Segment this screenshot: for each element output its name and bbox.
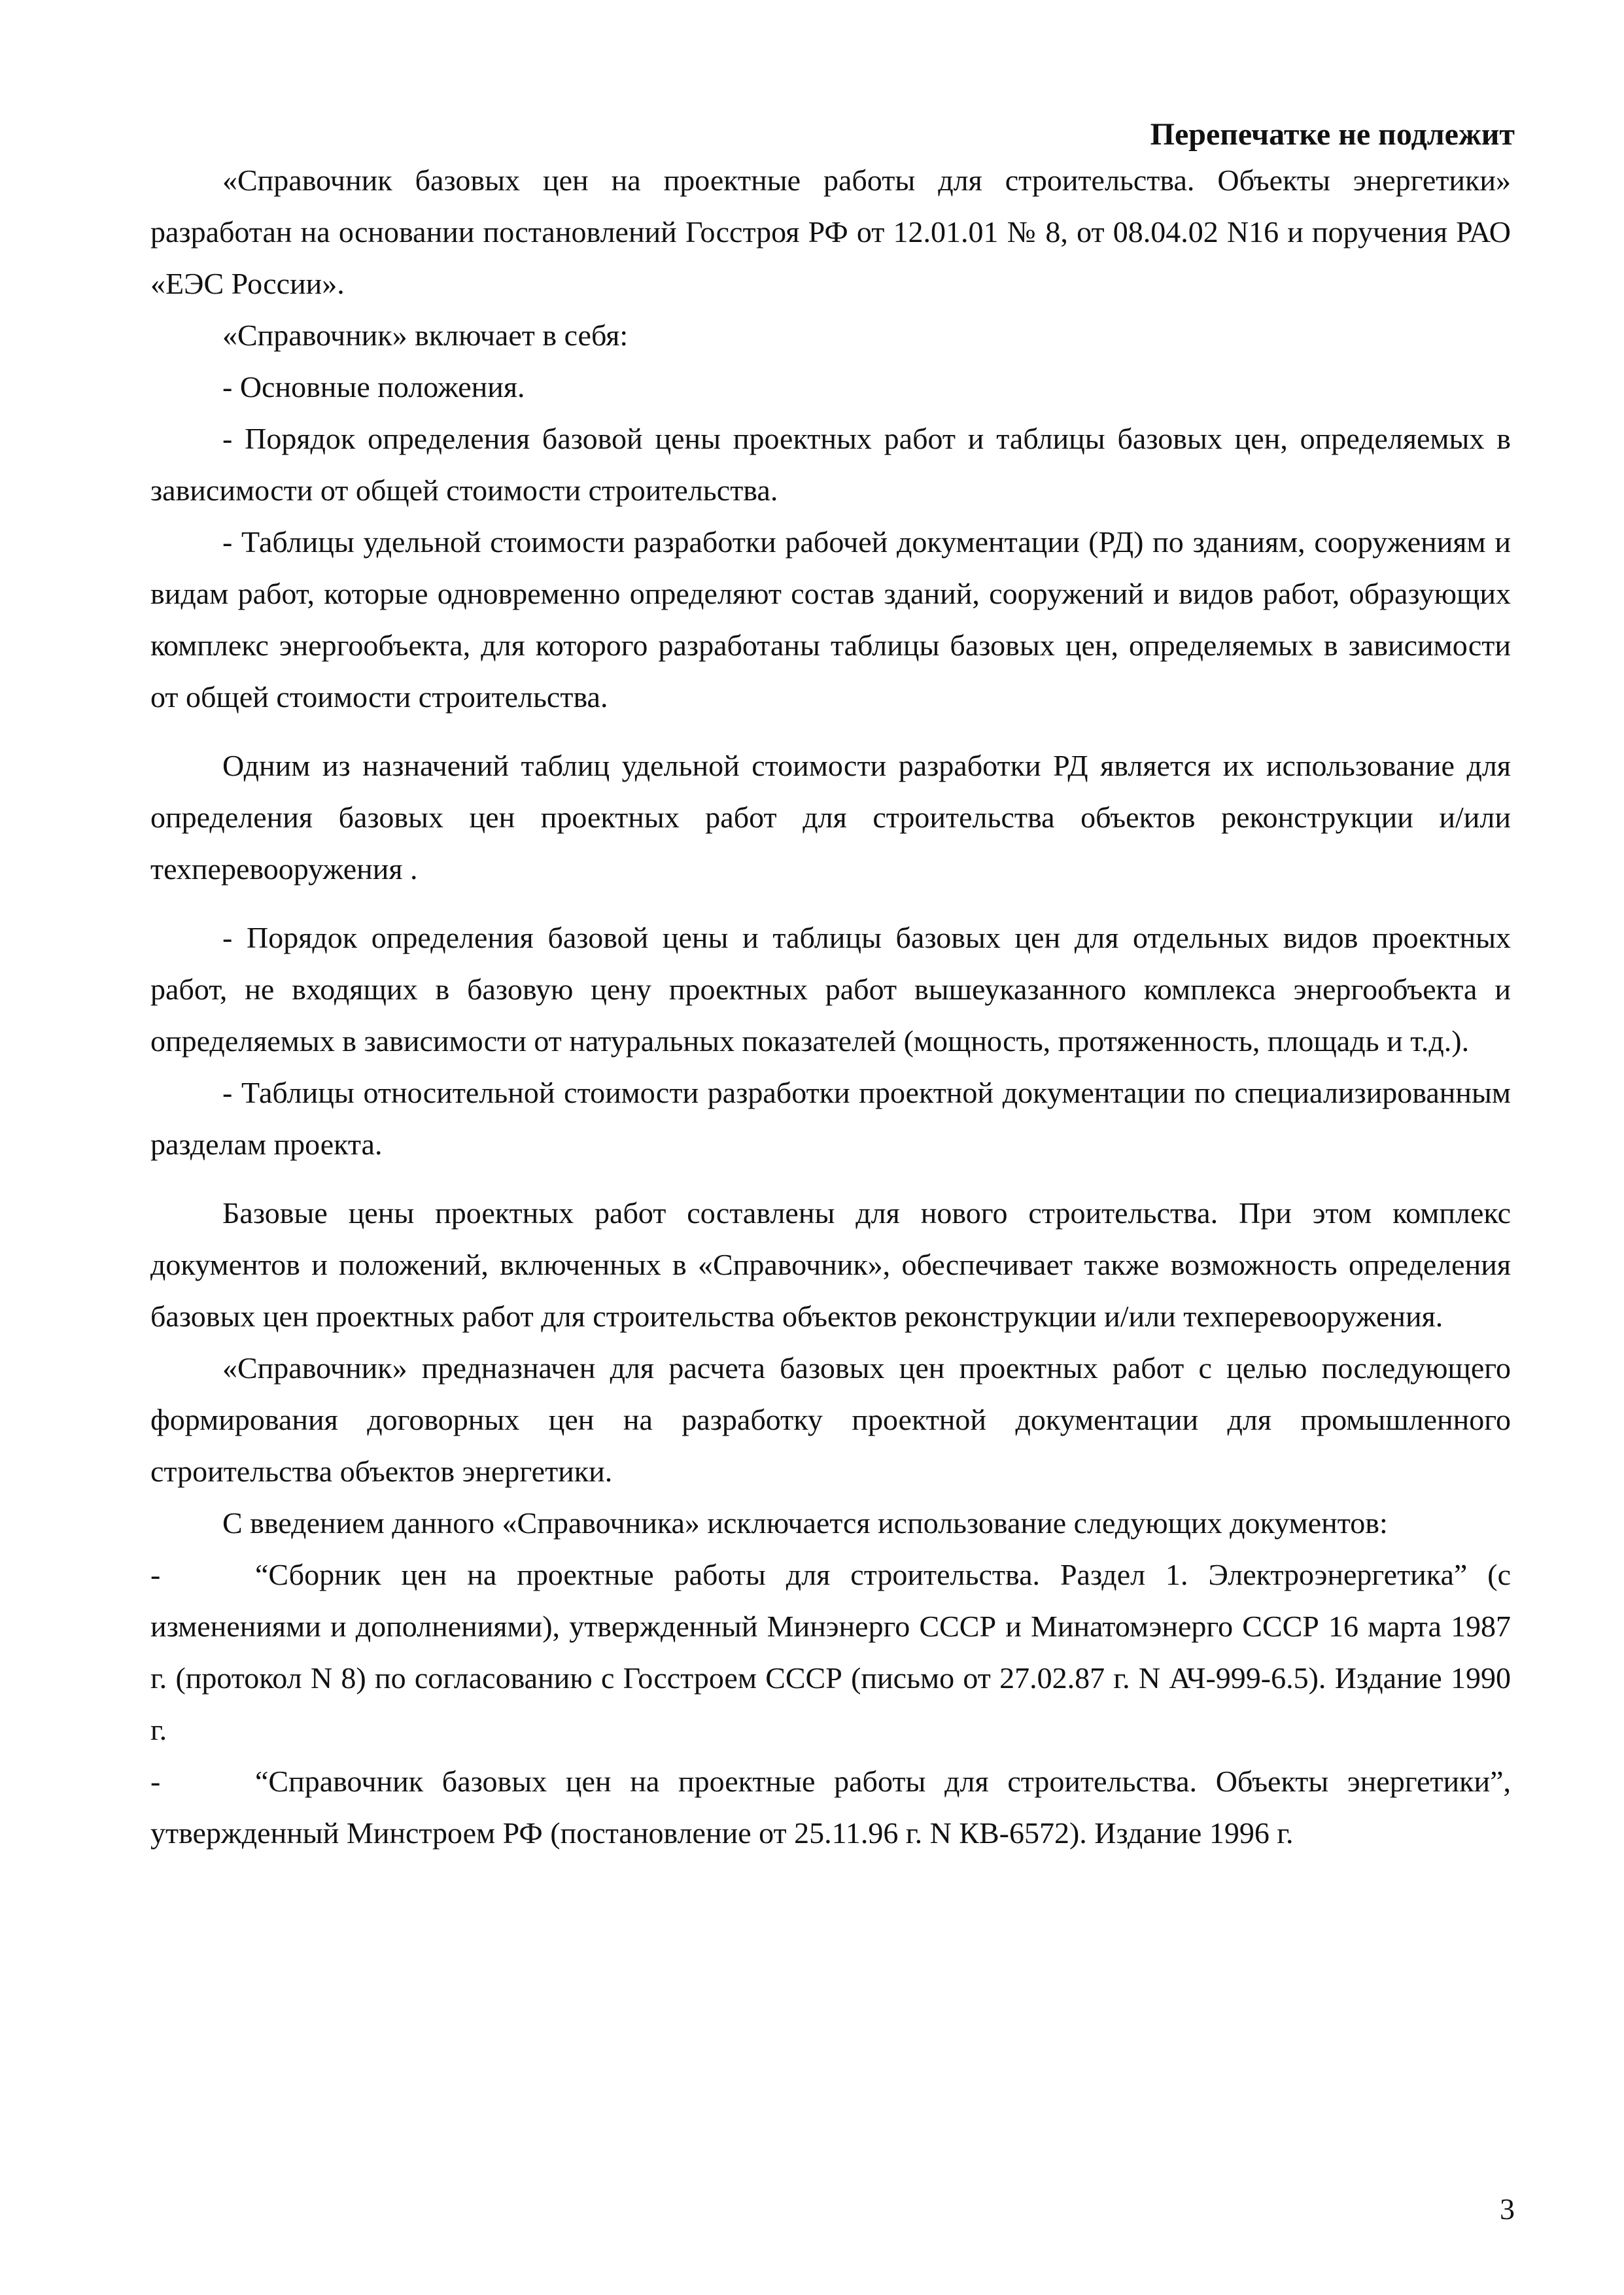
paragraph-item-relative-cost-tables: - Таблицы относительной стоимости разработки проектной документации по специализированным разделам проекта. <box>150 1076 1511 1161</box>
reprint-prohibited-note: Перепечатке не подлежит <box>1150 117 1515 152</box>
list-dash: - <box>150 1558 161 1591</box>
list-item-superseded-2-text: “Справочник базовых цен на проектные работы для строительства. Объекты энергетики”, утвержденный Минстроем РФ (постановление от 25.11.96 г. N КВ-6572). Издание 1996 г. <box>150 1765 1511 1850</box>
paragraph-item-basic-provisions: - Основные положения. <box>222 370 525 404</box>
paragraph-purpose-of-tables: Одним из назначений таблиц удельной стоимости разработки РД является их использование для определения базовых цен проектных работ для строительства объектов реконструкции и/или техперевооружения . <box>150 749 1511 886</box>
document-body <box>150 154 1511 1859</box>
paragraph-intro: «Справочник базовых цен на проектные работы для строительства. Объекты энергетики» разработан на основании постановлений Госстроя РФ от 12.01.01 № 8, от 08.04.02 N16 и поручения РАО «ЕЭС России». <box>150 164 1511 300</box>
paragraph-new-construction: Базовые цены проектных работ составлены для нового строительства. При этом комплекс документов и положений, включенных в «Справочник», обеспечивает также возможность определения базовых цен проектных работ для строительства объектов реконструкции и/или техперевооружения. <box>150 1196 1511 1333</box>
list-item-superseded-2 <box>150 1755 1511 1859</box>
paragraph-item-separate-works: - Порядок определения базовой цены и таблицы базовых цен для отдельных видов проектных работ, не входящих в базовую цену проектных работ вышеуказанного комплекса энергообъекта и определяемых в зависимости от натуральных показателей (мощность, протяженность, площадь и т.д.). <box>150 921 1511 1058</box>
paragraph-item-base-price-procedure: - Порядок определения базовой цены проектных работ и таблицы базовых цен, определяемых в зависимости от общей стоимости строительства. <box>150 422 1511 507</box>
paragraph-purpose: «Справочник» предназначен для расчета базовых цен проектных работ с целью последующего формирования договорных цен на разработку проектной документации для промышленного строительства объектов энергетики. <box>150 1351 1511 1488</box>
paragraph-item-unit-cost-tables: - Таблицы удельной стоимости разработки рабочей документации (РД) по зданиям, сооружениям и видам работ, которые одновременно определяют состав зданий, сооружений и видов работ, образующих комплекс энергообъекта, для которого разработаны таблицы базовых цен, определяемых в зависимости от общей стоимости строительства. <box>150 525 1511 714</box>
paragraph-contents-heading: «Справочник» включает в себя: <box>222 319 629 352</box>
list-item-superseded-1-text: “Сборник цен на проектные работы для строительства. Раздел 1. Электроэнергетика” (с изменениями и дополнениями), утвержденный Минэнерго СССР и Минатомэнерго СССР 16 марта 1987 г. (протокол N 8) по согласованию с Госстроем СССР (письмо от 27.02.87 г. N АЧ-999-6.5). Издание 1990 г. <box>150 1558 1511 1746</box>
paragraph-superseded-heading: С введением данного «Справочника» исключается использование следующих документов: <box>222 1506 1388 1540</box>
list-item-superseded-1 <box>150 1549 1511 1755</box>
list-dash: - <box>150 1765 161 1798</box>
page-number: 3 <box>1500 2192 1515 2226</box>
